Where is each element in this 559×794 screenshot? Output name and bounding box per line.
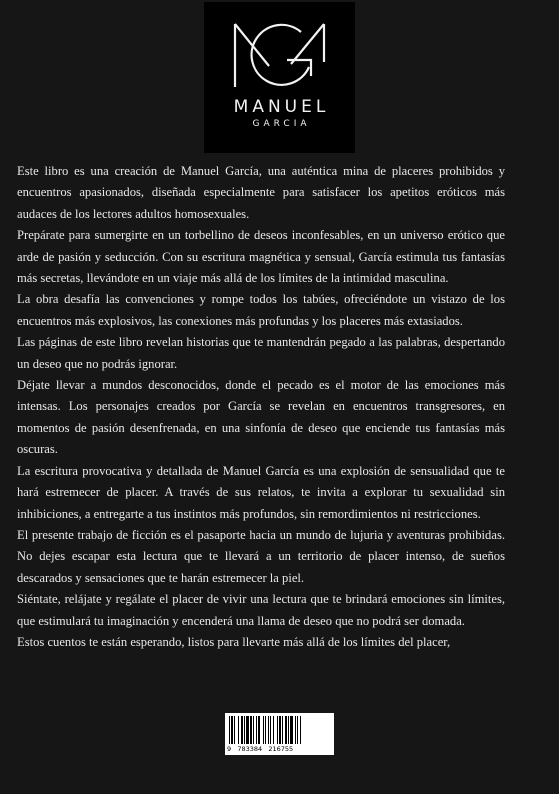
mg-monogram-icon (231, 22, 328, 90)
paragraph: Déjate llevar a mundos desconocidos, donde el pecado es el motor de las emociones más intensas. Los personajes creados por García se revelan en encuentros transgresores, en momentos de pasión desenfrenada, en una sinfonía de deseo que enciende tus fantasías más oscuras. (17, 378, 505, 457)
paragraph: Las páginas de este libro revelan historias que te mantendrán pegado a las palabras, despertando un deseo que no podrás ignorar. (17, 335, 505, 371)
paragraph: Este libro es una creación de Manuel García, una auténtica mina de placeres prohibidos y encuentros apasionados, diseñada especialmente para satisfacer los apetitos eróticos más audaces de los lectores adultos homosexuales. (17, 164, 505, 221)
logo-author-surname: GARCIA (252, 119, 311, 129)
synopsis-text (17, 161, 505, 653)
paragraph: La obra desafía las convenciones y rompe todos los tabúes, ofreciéndote un vistazo de los encuentros más explosivos, las conexiones más profundas y los placeres más extasiados. (17, 292, 505, 328)
barcode-digits: 9 783384 216755 (227, 745, 294, 753)
paragraph: La escritura provocativa y detallada de Manuel García es una explosión de sensualidad que te hará estremecer de placer. A través de sus relatos, te invita a explorar tu sexualidad sin inhibiciones, a entregarte a tus instintos más profundos, sin remordimientos ni restricciones. (17, 463, 505, 521)
isbn-barcode (225, 713, 334, 755)
paragraph: Siéntate, relájate y regálate el placer de vivir una lectura que te brindará emociones sin límites, que estimulará tu imaginación y encenderá una llama de deseo que no podrá ser domada. (17, 592, 505, 628)
paragraph: Prepárate para sumergirte en un torbellino de deseos inconfesables, en un universo erótico que arde de pasión y seducción. Con su escritura magnética y sensual, García estimula tus fantasías más secretas, llevándote en un viaje más allá de los límites de la intimidad masculina. (17, 228, 505, 286)
paragraph: Estos cuentos te están esperando, listos para llevarte más allá de los límites del placer, (17, 634, 451, 649)
paragraph: El presente trabajo de ficción es el pasaporte hacia un mundo de lujuria y aventuras prohibidas. No dejes escapar esta lectura que te llevará a un territorio de placer intenso, de sueños descarados y sensaciones que te harán estremecer la piel. (17, 527, 505, 585)
logo-author-name: MANUEL (233, 97, 330, 117)
author-logo (204, 2, 355, 153)
barcode-bars-icon (229, 716, 330, 744)
